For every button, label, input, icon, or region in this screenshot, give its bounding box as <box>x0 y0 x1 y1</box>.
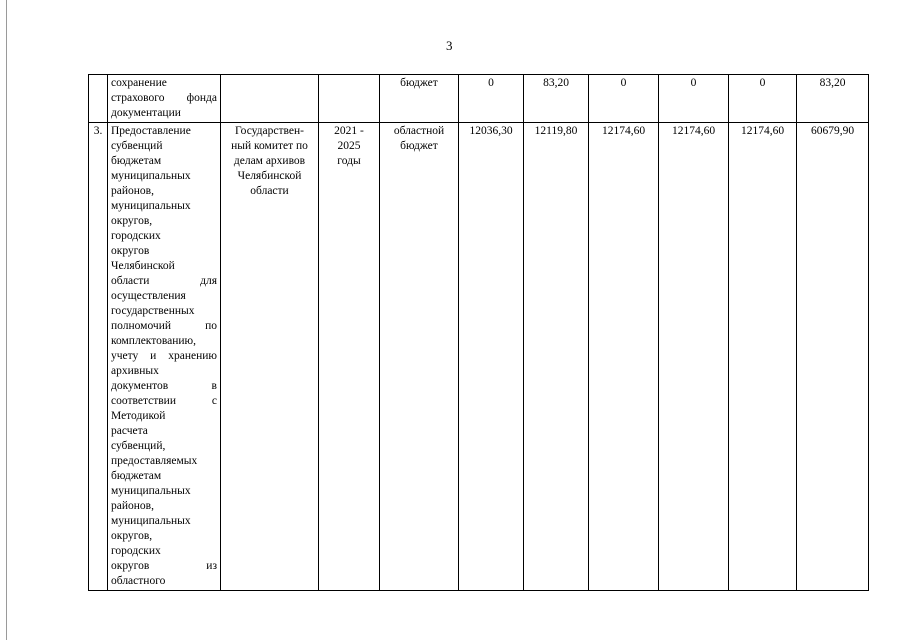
funding-source-line: областной <box>393 125 445 137</box>
measure-name-line: расчета <box>111 425 148 437</box>
value-cell: 12119,80 <box>524 123 589 591</box>
measure-name-line: комплектованию, <box>111 335 197 347</box>
measure-name-line: области для <box>111 275 217 287</box>
measure-name-line: предоставляемых <box>111 455 198 467</box>
executor-line: области <box>250 185 289 197</box>
period-cell <box>319 123 380 591</box>
measure-name-line: государственных <box>111 305 195 317</box>
measure-name-line: документации <box>111 107 181 119</box>
measure-name-line: муниципальных <box>111 170 191 182</box>
period-line: 2025 <box>337 140 361 152</box>
measure-name-line: областного <box>111 575 166 587</box>
page-margin-rule <box>6 0 7 640</box>
measure-name-line: Методикой <box>111 410 166 422</box>
measure-name-line: страхового фонда <box>111 92 217 104</box>
table-row <box>89 75 869 123</box>
program-table <box>88 74 869 591</box>
executor-line: делам архивов <box>233 155 306 167</box>
value-cell: 0 <box>589 75 659 123</box>
measure-name-line: Челябинской <box>111 260 175 272</box>
measure-name-line: осуществления <box>111 290 186 302</box>
measure-name-line: субвенций <box>111 140 163 152</box>
row-number-cell: 3. <box>89 123 108 591</box>
value-cell: 0 <box>459 75 524 123</box>
measure-name-line: районов, <box>111 500 154 512</box>
period-line: 2021 - <box>334 125 364 137</box>
measure-name-line: округов <box>111 245 150 257</box>
measure-name-line: учету и хранению <box>111 350 217 362</box>
measure-name-line: городских <box>111 230 161 242</box>
measure-name-line: субвенций, <box>111 440 166 452</box>
measure-name-line: сохранение <box>111 77 167 89</box>
measure-name-cell <box>108 123 221 591</box>
measure-name-line: округов, <box>111 215 153 227</box>
executor-line: ный комитет по <box>231 140 308 152</box>
total-cell: 83,20 <box>797 75 869 123</box>
table-row <box>89 123 869 591</box>
measure-name-line: документов в <box>111 380 217 392</box>
value-cell: 12174,60 <box>659 123 729 591</box>
executor-line: Государствен- <box>235 125 304 137</box>
period-line: годы <box>337 155 361 167</box>
measure-name-line: Предоставление <box>111 125 191 137</box>
measure-name-line: бюджетам <box>111 155 162 167</box>
measure-name-line: районов, <box>111 185 154 197</box>
measure-name-line: муниципальных <box>111 485 191 497</box>
value-cell: 12174,60 <box>729 123 797 591</box>
funding-source-cell <box>380 123 459 591</box>
value-cell: 83,20 <box>524 75 589 123</box>
measure-name-line: бюджетам <box>111 470 162 482</box>
total-cell: 60679,90 <box>797 123 869 591</box>
measure-name-line: полномочий по <box>111 320 217 332</box>
executor-cell <box>221 75 319 123</box>
measure-name-line: соответствии с <box>111 395 217 407</box>
measure-name-line: городских <box>111 545 161 557</box>
value-cell: 12036,30 <box>459 123 524 591</box>
value-cell: 0 <box>659 75 729 123</box>
funding-source-cell: бюджет <box>380 75 459 123</box>
measure-name-line: округов, <box>111 530 153 542</box>
executor-line: Челябинской <box>237 170 302 182</box>
measure-name-line: архивных <box>111 365 159 377</box>
funding-source-line: бюджет <box>400 140 438 152</box>
value-cell: 0 <box>729 75 797 123</box>
executor-cell <box>221 123 319 591</box>
period-cell <box>319 75 380 123</box>
row-number-cell <box>89 75 108 123</box>
measure-name-line: муниципальных <box>111 200 191 212</box>
measure-name-cell <box>108 75 221 123</box>
measure-name-line: муниципальных <box>111 515 191 527</box>
measure-name-line: округов из <box>111 560 217 572</box>
value-cell: 12174,60 <box>589 123 659 591</box>
page-number: 3 <box>446 38 453 53</box>
